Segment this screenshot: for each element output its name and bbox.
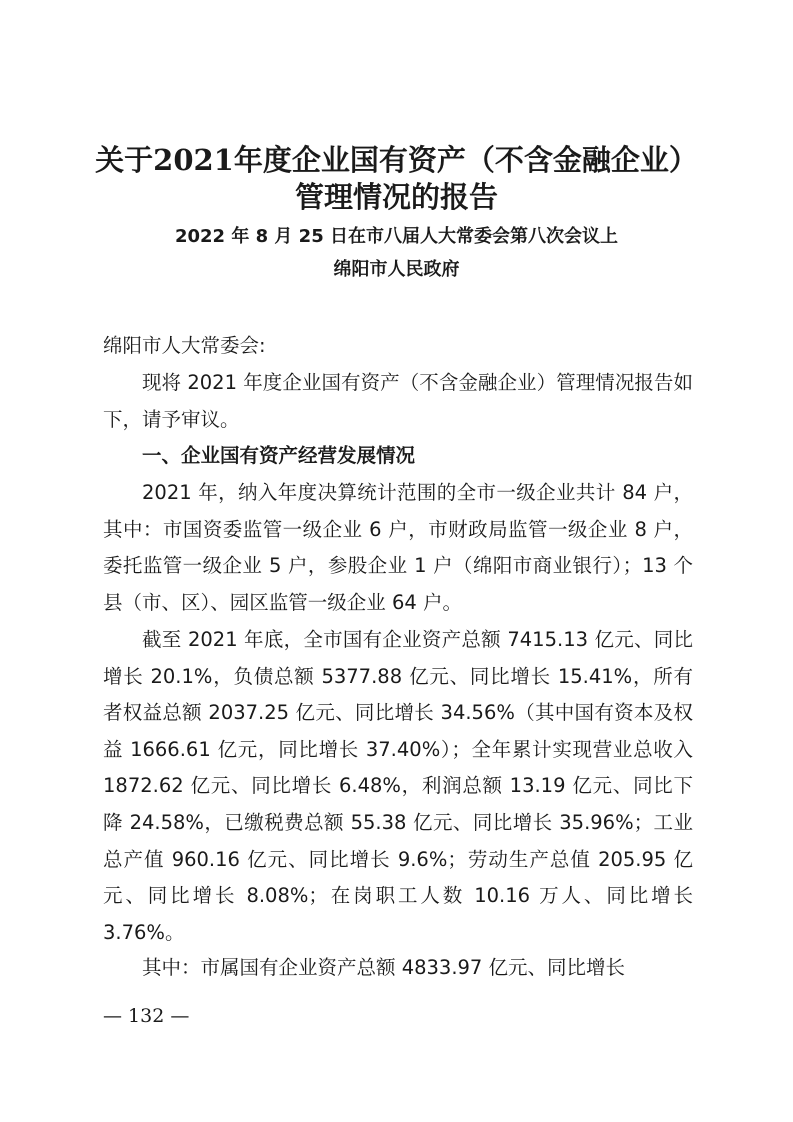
paragraph-city-enterprises: 其中：市属国有企业资产总额 4833.97 亿元、同比增长 [142, 956, 626, 979]
report-title-line-1: 关于2021年度企业国有资产（不含金融企业） [95, 143, 698, 177]
salutation: 绵阳市人大常委会: [103, 334, 266, 357]
meeting-info: 2022 年 8 月 25 日在市八届人大常委会第八次会议上 [174, 226, 618, 247]
section-1-heading: 一、企业国有资产经营发展情况 [142, 444, 416, 467]
paragraph-asset-statistics: 截至 2021 年底，全市国有企业资产总额 7415.13 亿元、同比增长 20.1%，负债总额 5377.88 亿元、同比增长 15.41%，所有者权益总额 2037.25 亿元、同比增长 34.56%（其中国有资本及权益 1666.61 亿元，同比增长 37.40%）；全年累计实现营业总收入 1872.62 亿元、同比增长 6.48%，利润总额 13.19 亿元、同比下降 24.58%，已缴税费总额 55.38 亿元、同比增长 35.96%；工业总产值 960.16 亿元、同比增长 9.6%；劳动生产总值 205.95 亿元、同比增长 8.08%；在岗职工人数 10.16 万人、同比增长 3.76%。 [103, 628, 693, 944]
intro-paragraph: 现将 2021 年度企业国有资产（不含金融企业）管理情况报告如下，请予审议。 [103, 371, 693, 431]
organization-name: 绵阳市人民政府 [333, 259, 460, 280]
paragraph-enterprise-count: 2021 年，纳入年度决算统计范围的全市一级企业共计 84 户，其中：市国资委监管一级企业 6 户，市财政局监管一级企业 8 户，委托监管一级企业 5 户，参股企业 1 户（绵阳市商业银行）；13 个县（市、区）、园区监管一级企业 64 户。 [103, 481, 693, 614]
report-title-line-2: 管理情况的报告 [294, 180, 498, 214]
page-number: — 132 — [103, 1005, 190, 1027]
